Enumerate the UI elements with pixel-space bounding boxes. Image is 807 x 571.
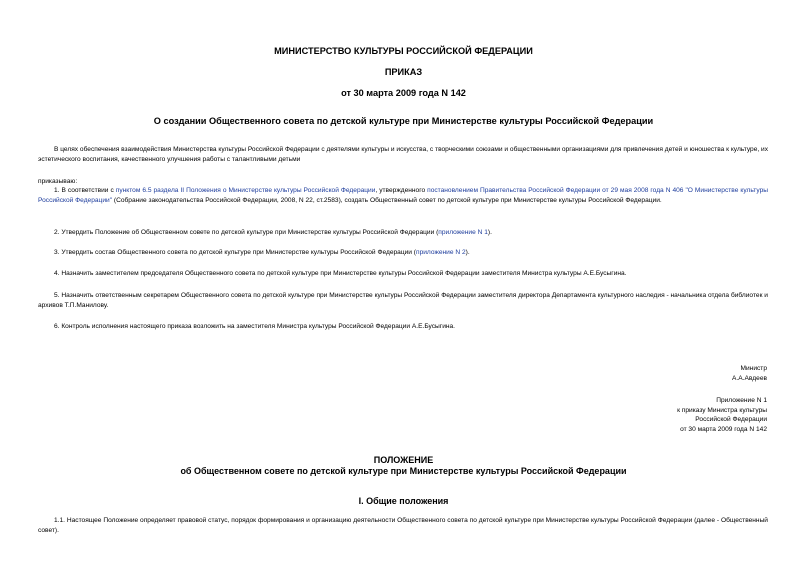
item-2-text-b: ).	[487, 229, 492, 236]
item-1-text-c: (Собрание законодательства Российской Федерации, 2008, N 22, ст.2583), создать Общественный совет по детской культуре при Министерстве культуры Российской Федерации.	[112, 196, 662, 204]
item-2	[38, 228, 768, 238]
regulation-paragraph-1: 1.1. Настоящее Положение определяет правовой статус, порядок формирования и организацию деятельности Общественного совета по детской культуре при Министерстве культуры Российской Федерации (далее - Общественный совет).	[38, 517, 768, 534]
ministry-heading: МИНИСТЕРСТВО КУЛЬТУРЫ РОССИЙСКОЙ ФЕДЕРАЦИИ	[274, 46, 533, 56]
item-3-text-a: 3. Утвердить состав Общественного совета по детской культуре при Министерстве культуры Российской Федерации (	[54, 249, 417, 256]
order-title: О создании Общественного совета по детской культуре при Министерстве культуры Российской Федерации	[153, 116, 654, 126]
item-1	[38, 186, 768, 205]
appendix-block	[567, 396, 767, 434]
appendix-line-2: к приказу Министра культуры	[677, 406, 767, 414]
item-5: 5. Назначить ответственным секретарем Общественного совета по детской культуре при Министерстве культуры Российской Федерации заместителя директора Департамента культурного наследия - начальника отдела библиотек и архивов Т.П.Манилову.	[38, 292, 768, 309]
item-1-text-a: 1. В соответствии с	[54, 187, 116, 194]
link-appendix-1[interactable]: приложение N 1	[438, 229, 488, 236]
item-2-text-a: 2. Утвердить Положение об Общественном совете по детской культуре при Министерстве культуры Российской Федерации (	[54, 229, 439, 236]
signature-position: Министр	[740, 365, 767, 372]
item-1-text-b: , утвержденного	[375, 187, 428, 194]
item-3-text-b: ).	[465, 249, 470, 256]
doc-type-heading: ПРИКАЗ	[384, 67, 423, 77]
date-number: от 30 марта 2009 года N 142	[341, 88, 466, 98]
item-3	[38, 248, 768, 258]
item-4: 4. Назначить заместителем председателя Общественного совета по детской культуре при Министерстве культуры Российской Федерации заместителя Министра культуры А.Е.Бусыгина.	[54, 270, 627, 277]
section-heading: I. Общие положения	[358, 496, 449, 506]
appendix-line-3: Российской Федерации	[695, 416, 767, 424]
signature-block	[567, 364, 767, 383]
signature-name: А.А.Авдеев	[732, 374, 767, 382]
order-word: приказываю:	[38, 178, 78, 185]
regulation-title: ПОЛОЖЕНИЕ	[373, 455, 434, 465]
item-6: 6. Контроль исполнения настоящего приказа возложить на заместителя Министра культуры Российской Федерации А.Е.Бусыгина.	[54, 323, 456, 330]
regulation-subtitle: об Общественном совете по детской культуре при Министерстве культуры Российской Федерации	[180, 466, 627, 476]
appendix-line-1: Приложение N 1	[716, 397, 767, 404]
link-appendix-2[interactable]: приложение N 2	[416, 249, 466, 256]
link-regulation-clause[interactable]: пунктом 6.5 раздела II Положения о Министерстве культуры Российской Федерации	[115, 187, 376, 194]
appendix-line-4: от 30 марта 2009 года N 142	[680, 425, 767, 433]
intro-paragraph: В целях обеспечения взаимодействия Министерства культуры Российской Федерации с деятелями культуры и искусства, с творческими союзами и общественными организациями для привлечения детей и юношества к культуре, их эстетического воспитания, качественного улучшения работы с талантливыми детьми	[38, 146, 769, 163]
link-government-decree[interactable]: постановлением Правительства Российской Федерации от 29 мая 2008 года N 406 "О Министерстве культуры Российской Федерации"	[38, 187, 768, 204]
